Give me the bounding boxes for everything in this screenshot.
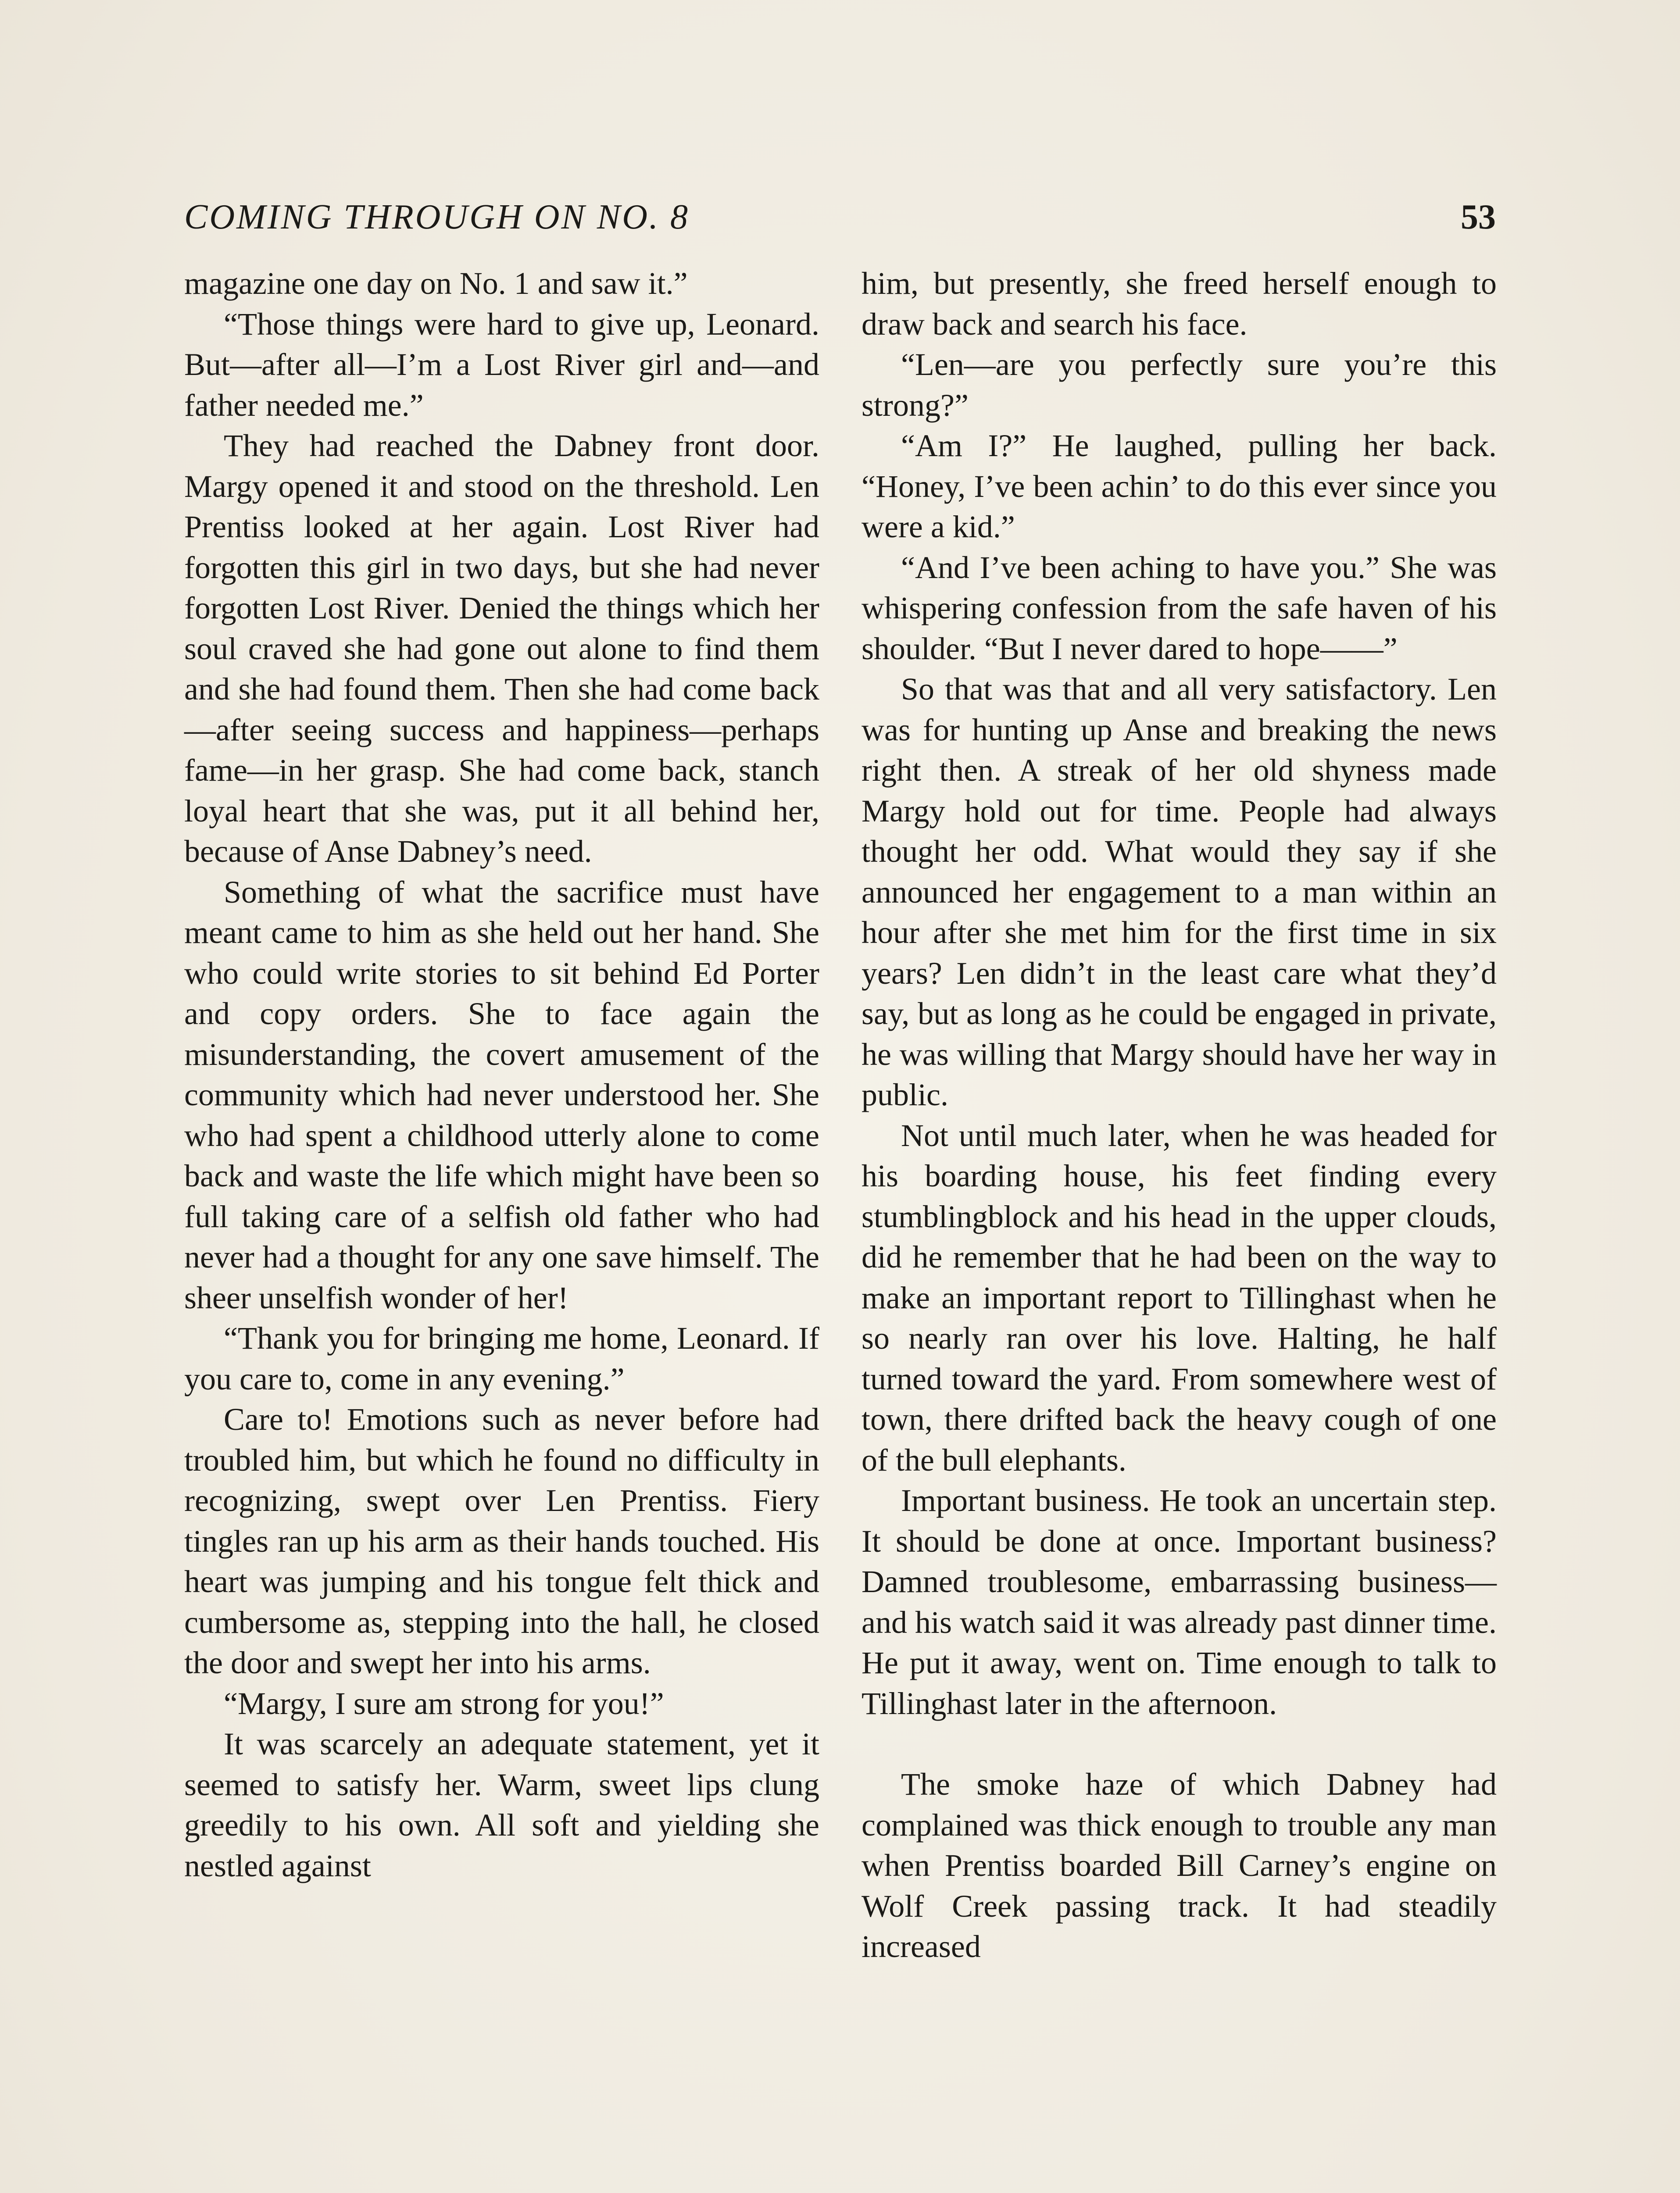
right-column bbox=[861, 263, 1497, 1967]
paragraph: So that was that and all very satisfactory. Len was for hunting up Anse and breaking the news right then. A streak of her old shyness made Margy hold out for time. People had always thought her odd. What would they say if she announced her engagement to a man within an hour after she met him for the first time in six years? Len didn’t in the least care what they’d say, but as long as he could be engaged in private, he was willing that Margy should have her way in public. bbox=[861, 671, 1497, 1112]
paragraph: “Thank you for bringing me home, Leonard. If you care to, come in any evening.” bbox=[184, 1321, 819, 1397]
section-break bbox=[861, 1724, 1497, 1764]
paragraph: “Am I?” He laughed, pulling her back. “Honey, I’ve been achin’ to do this ever since you were a kid.” bbox=[861, 428, 1497, 544]
paragraph: “Margy, I sure am strong for you!” bbox=[224, 1686, 664, 1721]
paragraph: “Those things were hard to give up, Leonard. But—after all—I’m a Lost River girl and—and father needed me.” bbox=[184, 306, 819, 423]
left-column bbox=[184, 263, 819, 1886]
paragraph: Care to! Emotions such as never before had troubled him, but which he found no difficulty in recognizing, swept over Len Prentiss. Fiery tingles ran up his arm as their hands touched. His heart was jumping and his tongue felt thick and cumbersome as, stepping into the hall, he closed the door and swept her into his arms. bbox=[184, 1402, 819, 1680]
running-title: COMING THROUGH ON NO. 8 bbox=[184, 198, 690, 236]
page-number: 53 bbox=[1461, 198, 1496, 236]
paragraph: Not until much later, when he was headed for his boarding house, his feet finding every stumblingblock and his head in the upper clouds, did he remember that he had been on the way to make an important report to Tillinghast when he so nearly ran over his love. Halting, he half turned toward the yard. From somewhere west of town, there drifted back the heavy cough of one of the bull elephants. bbox=[861, 1118, 1497, 1478]
paragraph: The smoke haze of which Dabney had complained was thick enough to trouble any man when Prentiss boarded Bill Carney’s engine on Wolf Creek passing track. It had steadily increased bbox=[861, 1767, 1497, 1964]
paragraph: It was scarcely an adequate statement, yet it seemed to satisfy her. Warm, sweet lips clung greedily to his own. All soft and yielding she nestled against bbox=[184, 1726, 819, 1883]
paragraph: “Len—are you perfectly sure you’re this strong?” bbox=[861, 347, 1497, 423]
paragraph: magazine one day on No. 1 and saw it.” bbox=[184, 266, 688, 301]
running-head bbox=[184, 193, 1496, 241]
paragraph: him, but presently, she freed herself enough to draw back and search his face. bbox=[861, 266, 1497, 342]
paragraph: They had reached the Dabney front door. Margy opened it and stood on the threshold. Len Prentiss looked at her again. Lost River had forgotten this girl in two days, but she had never forgotten Lost River. Denied the things which her soul craved she had gone out alone to find them and she had found them. Then she had come back—after seeing success and happiness—perhaps fame—in her grasp. She had come back, stanch loyal heart that she was, put it all behind her, because of Anse Dabney’s need. bbox=[184, 428, 819, 869]
paragraph: Important business. He took an uncertain step. It should be done at once. Important business? Damned troublesome, embarrassing business—and his watch said it was already past dinner time. He put it away, went on. Time enough to talk to Tillinghast later in the afternoon. bbox=[861, 1483, 1497, 1721]
paragraph: “And I’ve been aching to have you.” She was whispering confession from the safe haven of his shoulder. “But I never dared to hope——” bbox=[861, 550, 1497, 666]
paragraph: Something of what the sacrifice must have meant came to him as she held out her hand. She who could write stories to sit behind Ed Porter and copy orders. She to face again the misunderstanding, the covert amusement of the community which had never understood her. She who had spent a childhood utterly alone to come back and waste the life which might have been so full taking care of a selfish old father who had never had a thought for any one save himself. The sheer unselfish wonder of her! bbox=[184, 874, 819, 1315]
